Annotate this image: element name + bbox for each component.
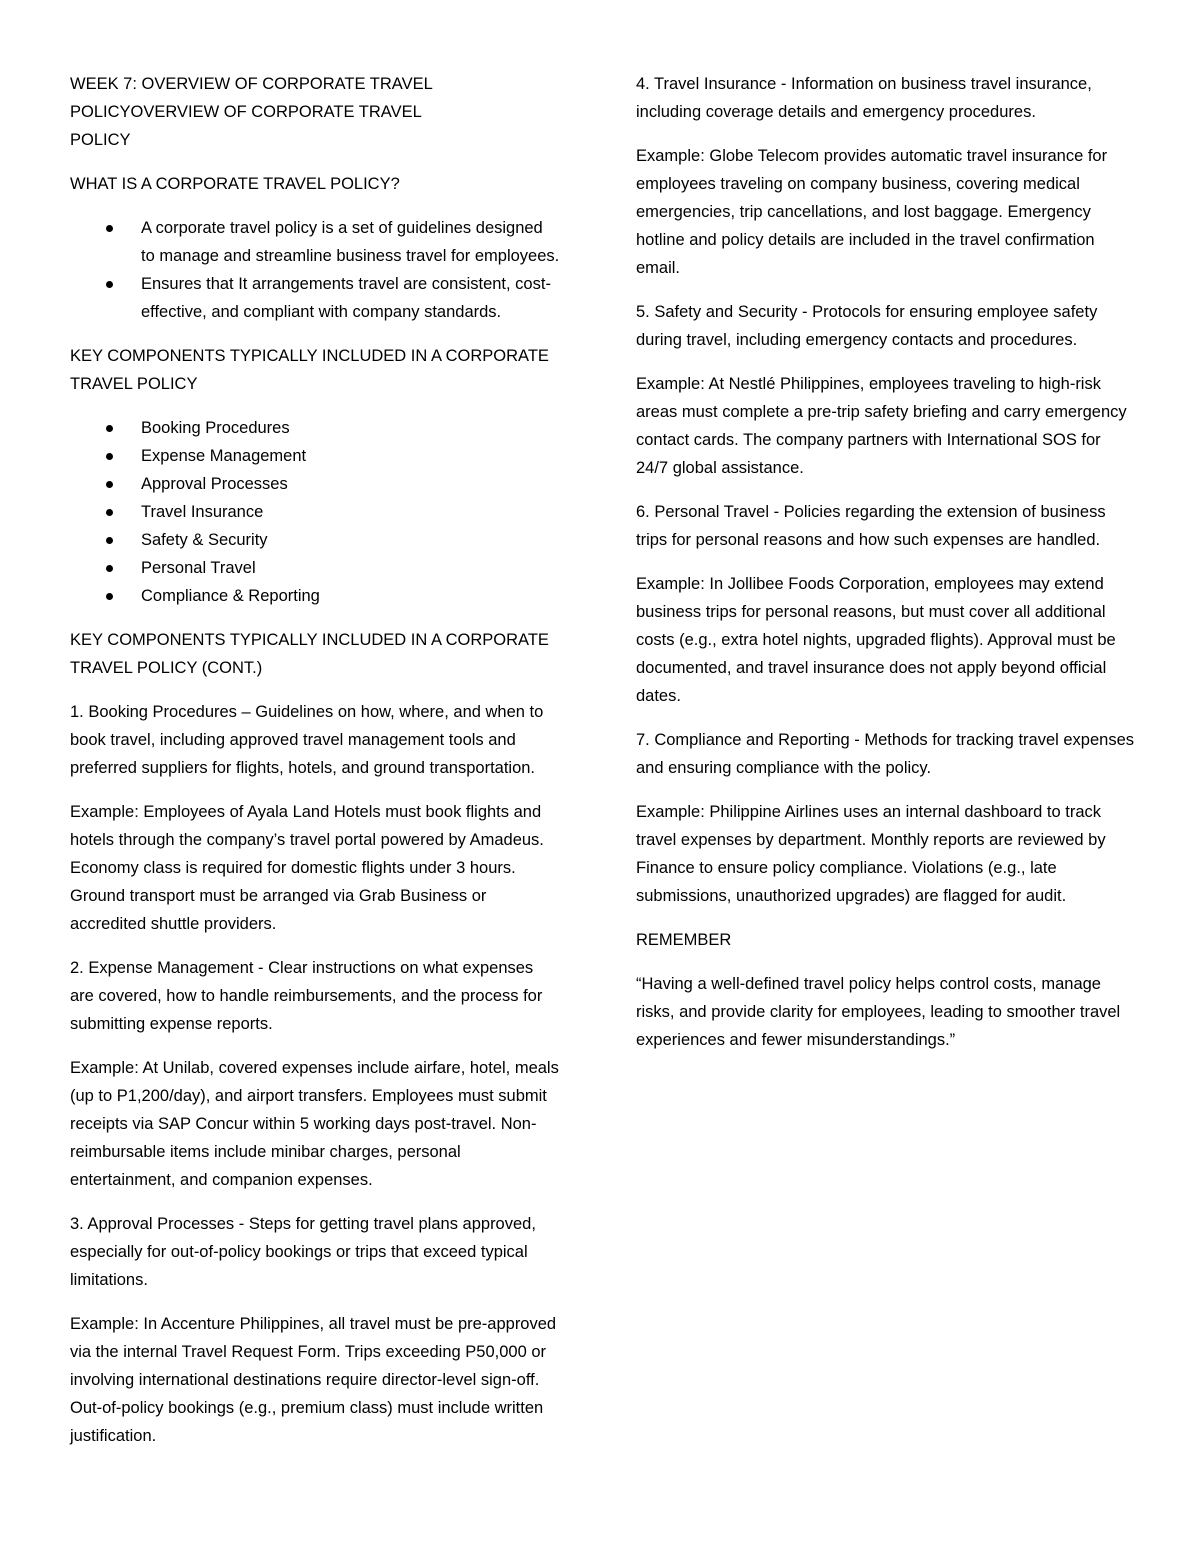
list-item: Ensures that It arrangements travel are consistent, cost-effective, and compliant with company standards.	[70, 270, 560, 326]
list-item: Safety & Security	[70, 526, 560, 554]
section-6-description: 6. Personal Travel - Policies regarding the extension of business trips for personal reasons and how such expenses are handled.	[636, 503, 1106, 549]
right-column	[636, 70, 1136, 1070]
section-5-description: 5. Safety and Security - Protocols for ensuring employee safety during travel, including emergency contacts and procedures.	[636, 303, 1098, 349]
section-2-example: Example: At Unilab, covered expenses include airfare, hotel, meals (up to P1,200/day), and airport transfers. Employees must submit receipts via SAP Concur within 5 working days post-travel. Non-reimbursable items include minibar charges, personal entertainment, and companion expenses.	[70, 1059, 559, 1189]
list-item: Personal Travel	[70, 554, 560, 582]
key-components-cont-heading: KEY COMPONENTS TYPICALLY INCLUDED IN A CORPORATE TRAVEL POLICY (CONT.)	[70, 631, 549, 677]
section-1-example: Example: Employees of Ayala Land Hotels must book flights and hotels through the company’s travel portal powered by Amadeus. Economy class is required for domestic flights under 3 hours. Ground transport must be arranged via Grab Business or accredited shuttle providers.	[70, 803, 544, 933]
key-components-list	[70, 414, 560, 610]
list-item: Travel Insurance	[70, 498, 560, 526]
list-item: Expense Management	[70, 442, 560, 470]
what-is-list	[70, 214, 560, 326]
remember-quote: “Having a well-defined travel policy helps control costs, manage risks, and provide clarity for employees, leading to smoother travel experiences and fewer misunderstandings.”	[636, 975, 1121, 1049]
section-7-example: Example: Philippine Airlines uses an internal dashboard to track travel expenses by department. Monthly reports are reviewed by Finance to ensure policy compliance. Violations (e.g., late submissions, unauthorized upgrades) are flagged for audit.	[636, 803, 1106, 905]
list-item: A corporate travel policy is a set of guidelines designed to manage and streamline business travel for employees.	[70, 214, 560, 270]
list-item: Compliance & Reporting	[70, 582, 560, 610]
section-3-description: 3. Approval Processes - Steps for getting travel plans approved, especially for out-of-policy bookings or trips that exceed typical limitations.	[70, 1215, 536, 1289]
section-4-description: 4. Travel Insurance - Information on business travel insurance, including coverage details and emergency procedures.	[636, 75, 1092, 121]
section-3-example: Example: In Accenture Philippines, all travel must be pre-approved via the internal Travel Request Form. Trips exceeding P50,000 or involving international destinations require director-level sign-off. Out-of-policy bookings (e.g., premium class) must include written justification.	[70, 1315, 557, 1445]
left-column	[70, 70, 560, 1466]
list-item: Approval Processes	[70, 470, 560, 498]
key-components-heading: KEY COMPONENTS TYPICALLY INCLUDED IN A CORPORATE TRAVEL POLICY	[70, 347, 549, 393]
section-6-example: Example: In Jollibee Foods Corporation, employees may extend business trips for personal reasons, but must cover all additional costs (e.g., extra hotel nights, upgraded flights). Approval must be documented, and travel insurance does not apply beyond official dates.	[636, 575, 1116, 705]
remember-heading: REMEMBER	[636, 931, 732, 949]
section-7-description: 7. Compliance and Reporting - Methods for tracking travel expenses and ensuring compliance with the policy.	[636, 731, 1135, 777]
what-is-heading: WHAT IS A CORPORATE TRAVEL POLICY?	[70, 175, 400, 193]
list-item: Booking Procedures	[70, 414, 560, 442]
page-title: WEEK 7: OVERVIEW OF CORPORATE TRAVEL POLICYOVERVIEW OF CORPORATE TRAVEL POLICY	[70, 75, 433, 149]
section-5-example: Example: At Nestlé Philippines, employees traveling to high-risk areas must complete a pre-trip safety briefing and carry emergency contact cards. The company partners with International SOS for 24/7 global assistance.	[636, 375, 1127, 477]
section-1-description: 1. Booking Procedures – Guidelines on how, where, and when to book travel, including approved travel management tools and preferred suppliers for flights, hotels, and ground transportation.	[70, 703, 544, 777]
section-4-example: Example: Globe Telecom provides automatic travel insurance for employees traveling on company business, covering medical emergencies, trip cancellations, and lost baggage. Emergency hotline and policy details are included in the travel confirmation email.	[636, 147, 1108, 277]
section-2-description: 2. Expense Management - Clear instructions on what expenses are covered, how to handle reimbursements, and the process for submitting expense reports.	[70, 959, 543, 1033]
